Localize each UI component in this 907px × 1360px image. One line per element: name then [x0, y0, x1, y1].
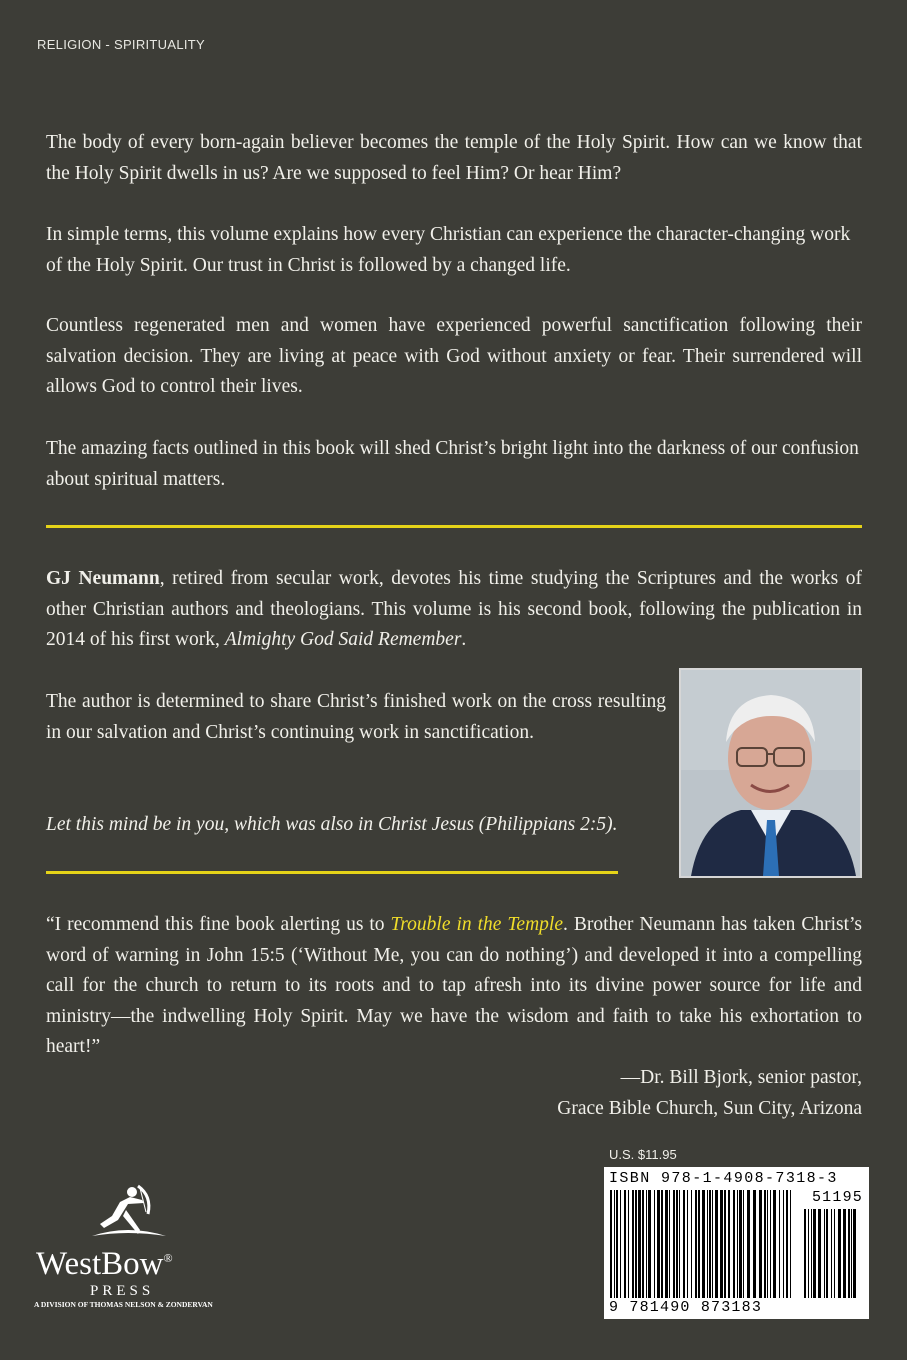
book-title: Trouble in the Temple: [390, 914, 563, 935]
endorsement-quote-start: “I recommend this fine book alerting us to: [46, 914, 391, 935]
publisher-press: PRESS: [90, 1283, 155, 1299]
description-paragraph-4: The amazing facts outlined in this book will shed Christ’s bright light into the darkness of our confusion about spiritual matters.: [46, 438, 859, 490]
barcode-bar: [669, 1190, 670, 1298]
barcode-digits: 9 781490 873183: [609, 1299, 763, 1316]
barcode-bars-main: [610, 1190, 794, 1298]
barcode-bar: [818, 1209, 821, 1298]
publisher-name: [36, 1246, 173, 1283]
category-label: RELIGION - SPIRITUALITY: [37, 37, 205, 52]
publisher-division: A DIVISION OF THOMAS NELSON & ZONDERVAN: [34, 1300, 213, 1309]
barcode-bar: [638, 1190, 641, 1298]
isbn-number: ISBN 978-1-4908-7318-3: [609, 1170, 838, 1187]
barcode-bar: [831, 1209, 832, 1298]
barcode-bar: [712, 1190, 713, 1298]
barcode-bar: [813, 1209, 816, 1298]
barcode-bar: [695, 1190, 697, 1298]
author-bio-end: .: [461, 629, 467, 650]
barcode-bar: [743, 1190, 744, 1298]
barcode-bar: [786, 1190, 788, 1298]
description-paragraph-1: The body of every born-again believer becomes the temple of the Holy Spirit. How can we know that the Holy Spirit dwells in us? Are we supposed to feel Him? Or hear Him?: [46, 132, 862, 184]
barcode-bars-addon: [804, 1209, 862, 1298]
barcode-bar: [739, 1190, 742, 1298]
barcode-bar: [698, 1190, 700, 1298]
barcode-bar: [628, 1190, 629, 1298]
barcode-bar: [728, 1190, 730, 1298]
author-name: GJ Neumann: [46, 568, 160, 589]
archer-icon: [78, 1180, 178, 1246]
barcode-bar: [804, 1209, 806, 1298]
barcode-bar: [646, 1190, 647, 1298]
barcode-bar: [767, 1190, 768, 1298]
barcode-bar: [657, 1190, 660, 1298]
author-mission-paragraph: The author is determined to share Christ’s finished work on the cross resulting in our salvation and Christ’s continuing work in sanctification.: [46, 691, 666, 743]
barcode-bar: [764, 1190, 766, 1298]
barcode-bar: [709, 1190, 711, 1298]
divider-rule-top: [46, 525, 862, 528]
barcode-bar: [848, 1209, 850, 1298]
barcode-bar: [635, 1190, 637, 1298]
barcode-bar: [702, 1190, 705, 1298]
barcode-bar: [733, 1190, 735, 1298]
barcode-bar: [642, 1190, 644, 1298]
barcode-bar: [724, 1190, 726, 1298]
barcode-bar: [826, 1209, 828, 1298]
publisher-logo: [28, 1180, 228, 1330]
barcode-bar: [661, 1190, 663, 1298]
barcode-bar: [853, 1209, 856, 1298]
barcode-bar: [783, 1190, 784, 1298]
barcode-bar: [834, 1209, 835, 1298]
scripture-verse: Let this mind be in you, which was also in Christ Jesus (Philippians 2:5).: [46, 814, 618, 835]
author-photo: [679, 668, 862, 878]
publisher-name-text: WestBow: [36, 1246, 164, 1282]
price-label: U.S. $11.95: [609, 1147, 677, 1162]
barcode-bar: [779, 1190, 780, 1298]
barcode-bar: [838, 1209, 841, 1298]
barcode-bar: [753, 1190, 756, 1298]
author-bio-text: , retired from secular work, devotes his time studying the Scriptures and the works of other Christian authors and theologians. This volume is his second book, following the publication in 2014 of his first work,: [46, 568, 863, 650]
barcode-bar: [851, 1209, 852, 1298]
barcode-bar: [673, 1190, 675, 1298]
barcode-bar: [624, 1190, 626, 1298]
price-code: 51195: [811, 1189, 863, 1206]
barcode-bar: [683, 1190, 685, 1298]
barcode-bar: [679, 1190, 680, 1298]
barcode-bar: [715, 1190, 718, 1298]
barcode-bar: [614, 1190, 615, 1298]
barcode-bar: [687, 1190, 688, 1298]
registered-mark: ®: [163, 1251, 173, 1265]
barcode-bar: [691, 1190, 692, 1298]
endorsement-attribution-2: Grace Bible Church, Sun City, Arizona: [557, 1098, 862, 1119]
barcode-bar: [720, 1190, 723, 1298]
author-bio-paragraph: [46, 564, 862, 656]
first-book-title: Almighty God Said Remember: [224, 629, 462, 650]
description-paragraph-2: In simple terms, this volume explains how every Christian can experience the character-changing work of the Holy Spirit. Our trust in Christ is followed by a changed life.: [46, 224, 851, 276]
barcode-bar: [811, 1209, 812, 1298]
endorsement-attribution-1: —Dr. Bill Bjork, senior pastor,: [620, 1067, 862, 1088]
barcode-bar: [824, 1209, 825, 1298]
barcode-bar: [654, 1190, 655, 1298]
barcode-bar: [843, 1209, 846, 1298]
barcode-bar: [770, 1190, 771, 1298]
barcode-bar: [747, 1190, 750, 1298]
endorsement-quote-end: . Brother Neumann has taken Christ’s word of warning in John 15:5 (‘Without Me, you can do nothing’) and developed it into a compelling call for the church to return to its roots and to tap afresh into its divine power source for life and ministry—the indwelling Holy Spirit. May we have the wisdom and faith to take his exhortation to heart!”: [46, 914, 863, 1057]
isbn-barcode: [604, 1167, 869, 1319]
barcode-bar: [648, 1190, 651, 1298]
barcode-bar: [707, 1190, 708, 1298]
endorsement-quote: [46, 910, 862, 1063]
barcode-bar: [759, 1190, 762, 1298]
description-paragraph-3: Countless regenerated men and women have experienced powerful sanctification following their salvation decision. They are living at peace with God without anxiety or fear. Their surrendered will allows God to control their lives.: [46, 315, 862, 397]
barcode-bar: [773, 1190, 776, 1298]
barcode-bar: [632, 1190, 634, 1298]
barcode-bar: [737, 1190, 738, 1298]
barcode-bar: [808, 1209, 809, 1298]
divider-rule-bottom: [46, 871, 618, 874]
barcode-bar: [620, 1190, 621, 1298]
barcode-bar: [665, 1190, 668, 1298]
barcode-bar: [610, 1190, 612, 1298]
barcode-bar: [616, 1190, 618, 1298]
barcode-bar: [790, 1190, 791, 1298]
barcode-bar: [676, 1190, 678, 1298]
